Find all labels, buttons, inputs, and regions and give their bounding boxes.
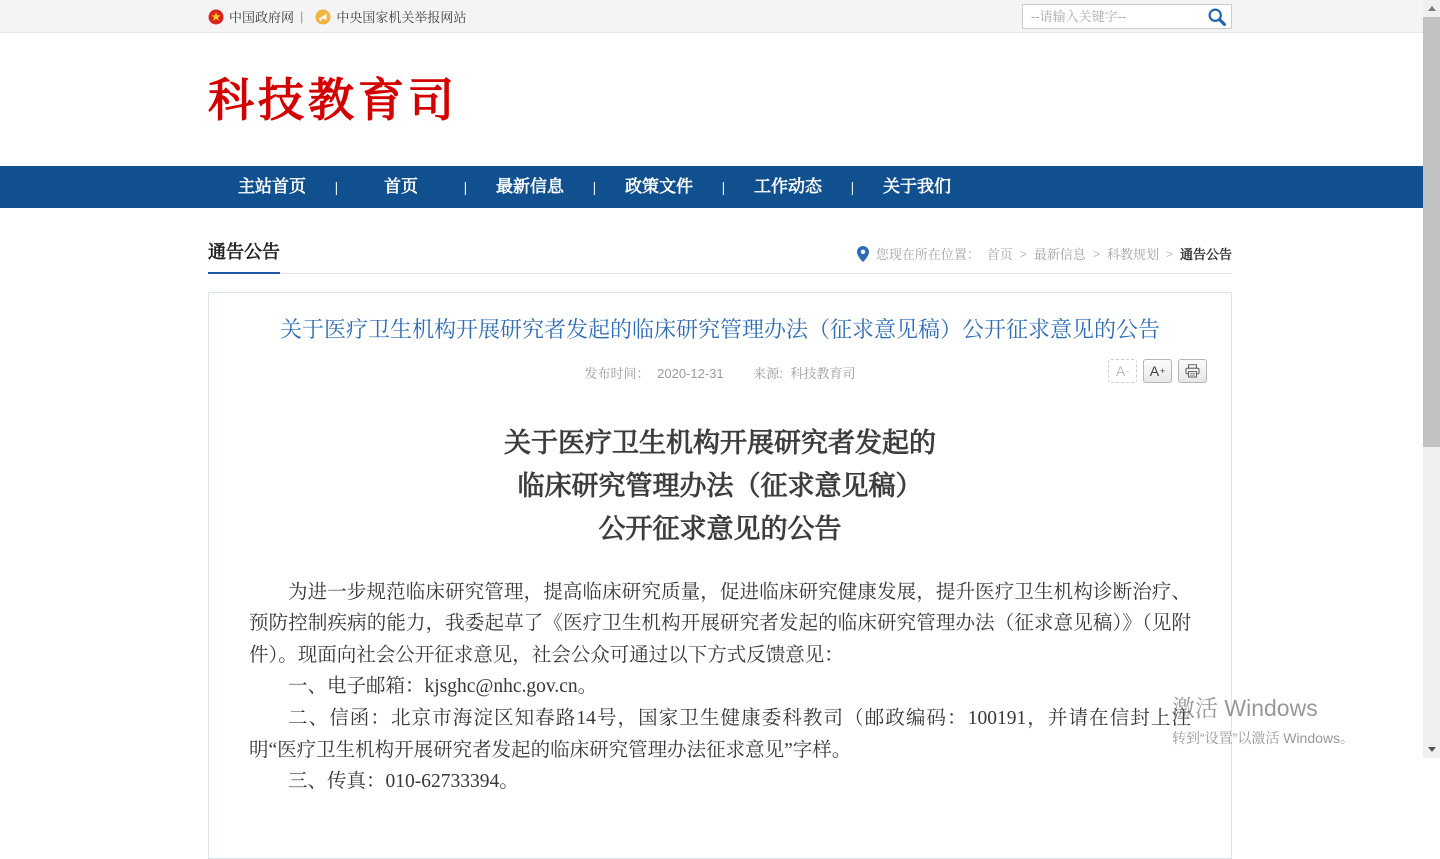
publish-date: 2020-12-31 [657, 365, 724, 381]
font-increase-button[interactable] [1143, 359, 1172, 383]
article-heading-line: 公开征求意见的公告 [598, 513, 842, 544]
print-button[interactable] [1178, 359, 1207, 383]
font-decrease-sign: - [1126, 365, 1130, 376]
article-page-title: 关于医疗卫生机构开展研究者发起的临床研究管理办法（征求意见稿）公开征求意见的公告 [279, 317, 1160, 342]
nav-separator: | [334, 179, 339, 195]
breadcrumb-item-latest-news[interactable]: 最新信息 [1033, 247, 1086, 262]
section-header-row [208, 238, 1232, 274]
nav-separator: | [850, 179, 855, 195]
source-label: 来源: [753, 365, 783, 381]
chevron-down-icon [1428, 747, 1436, 752]
breadcrumb [857, 244, 1232, 273]
scrollbar-thumb[interactable] [1423, 17, 1440, 447]
breadcrumb-item-current: 通告公告 [1179, 247, 1232, 262]
font-decrease-letter: A [1115, 363, 1126, 379]
location-pin-icon [857, 246, 869, 262]
nav-item-home[interactable]: 首页 [384, 177, 418, 196]
topbar-links [208, 7, 466, 26]
article-meta [209, 363, 1231, 382]
search-button[interactable] [1205, 6, 1229, 27]
search-icon [1207, 7, 1227, 27]
nav-item-latest-news[interactable]: 最新信息 [496, 177, 564, 196]
article-content-box [208, 292, 1232, 859]
article-paragraph: 一、电子邮箱：kjsghc@nhc.gov.cn。 [288, 676, 598, 698]
nav-separator: | [463, 179, 468, 195]
article-paragraph: 二、信函：北京市海淀区知春路14号，国家卫生健康委科教司（邮政编码：100191，并请在信封上注明“医疗卫生机构开展研究者发起的临床研究管理办法征求意见”字样。 [249, 708, 1191, 761]
search-input[interactable] [1023, 5, 1231, 28]
font-increase-letter: A [1149, 363, 1160, 379]
nav-separator: | [592, 179, 597, 195]
font-increase-sign: + [1160, 365, 1166, 376]
gov-site-label: 中国政府网 [229, 10, 295, 25]
chevron-up-icon [1428, 6, 1436, 11]
report-site-label: 中央国家机关举报网站 [336, 10, 467, 25]
search-box [1022, 4, 1232, 29]
article-toolbar [1108, 359, 1207, 383]
section-title: 通告公告 [208, 238, 280, 274]
publish-time-label: 发布时间： [584, 365, 650, 381]
topbar-separator: | [300, 9, 304, 24]
article-body [249, 577, 1191, 798]
top-utility-bar [0, 0, 1440, 33]
nav-item-about-us[interactable]: 关于我们 [883, 177, 951, 196]
breadcrumb-separator: > [1165, 246, 1173, 261]
gov-site-link[interactable] [208, 7, 294, 26]
scrollbar-up-button[interactable] [1423, 0, 1440, 17]
breadcrumb-separator: > [1019, 246, 1027, 261]
report-site-link[interactable] [315, 7, 466, 26]
breadcrumb-item-sci-edu-planning[interactable]: 科教规划 [1106, 247, 1159, 262]
watermark-line2: 转到“设置”以激活 Windows。 [1172, 730, 1355, 747]
site-header [0, 33, 1440, 166]
watermark-line1: 激活 Windows [1172, 695, 1318, 721]
nav-item-work-updates[interactable]: 工作动态 [754, 177, 822, 196]
article-heading-line: 临床研究管理办法（征求意见稿） [517, 470, 923, 501]
article-paragraph: 为进一步规范临床研究管理，提高临床研究质量，促进临床研究健康发展，提升医疗卫生机构诊断治疗、预防控制疾病的能力，我委起草了《医疗卫生机构开展研究者发起的临床研究管理办法（征求意见稿）》（见附件）。现面向社会公开征求意见，社会公众可通过以下方式反馈意见： [249, 581, 1191, 666]
article-paragraph: 三、传真：010-62733394。 [288, 771, 519, 793]
site-logo[interactable]: 科技教育司 [208, 73, 458, 126]
breadcrumb-item-home[interactable]: 首页 [986, 247, 1013, 262]
breadcrumb-prefix: 您现在所在位置： [875, 247, 980, 262]
nav-item-main-home[interactable]: 主站首页 [238, 177, 306, 196]
printer-icon [1185, 364, 1200, 378]
nav-separator: | [721, 179, 726, 195]
breadcrumb-separator: > [1092, 246, 1100, 261]
article-heading-line: 关于医疗卫生机构开展研究者发起的 [504, 427, 936, 458]
article-heading [269, 422, 1171, 551]
font-decrease-button[interactable] [1108, 359, 1137, 383]
vertical-scrollbar[interactable] [1423, 0, 1440, 758]
scrollbar-down-button[interactable] [1423, 741, 1440, 758]
megaphone-icon [315, 9, 331, 25]
national-emblem-icon [208, 9, 224, 25]
main-navigation [0, 166, 1440, 208]
nav-item-policy-documents[interactable]: 政策文件 [625, 177, 693, 196]
source-value: 科技教育司 [790, 365, 856, 381]
